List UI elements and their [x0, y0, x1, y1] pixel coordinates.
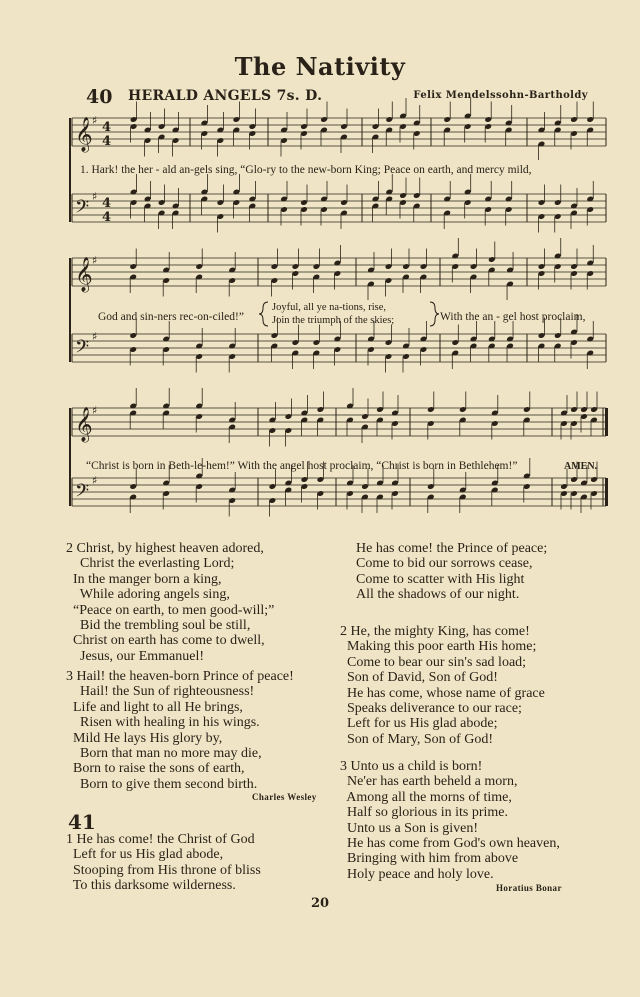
amen-label: AMEN. — [564, 461, 598, 472]
final-barline — [605, 408, 608, 436]
key-signature-sharp: ♯ — [92, 190, 98, 203]
lyric-line-3: “Christ is born in Beth-le-hem!” With the angel host proclaim, “Christ is born in Bethlehem!” — [86, 460, 518, 472]
lyric-line-2a: God and sin-ners rec-on-ciled!” — [98, 311, 244, 323]
hymn-41-verse-3: 3 Unto us a child is born! Ne'er has earth beheld a morn, Among all the morns of time, Half so glorious in its prime. Unto us a Son is given! He has come from God's own heaven, Bringing with him from above Holy peace and holy love. — [340, 759, 560, 882]
tune-name: HERALD ANGELS 7s. D. — [128, 88, 323, 104]
lyric-line-2b: With the an - gel host proclaim, — [440, 311, 586, 323]
clef: 𝄞 — [75, 257, 93, 292]
lyric-brace-right — [430, 302, 439, 326]
page-number: 20 — [310, 896, 330, 911]
time-signature: 4 — [102, 134, 112, 149]
verse-3: 3 Hail! the heaven-born Prince of peace! Hail! the Sun of righteousness! Life and light to all He brings, Risen with healing in his wings. Mild He lays His glory by, Born that man no more may die, Born to raise the sons of earth, Born to give them second birth. — [66, 669, 294, 792]
lyric-line-1: 1. Hark! the her - ald an-gels sing, “Glo-ry to the new-born King; Peace on earth, and mercy mild, — [80, 164, 532, 176]
lyric-brace-left — [259, 302, 268, 326]
hymn-41-number: 41 — [68, 810, 96, 834]
time-signature: 4 — [102, 210, 112, 225]
hymn-41-verse-1: 1 He has come! the Christ of God Left for us His glad abode, Stooping from His throne of bliss To this darksome wilderness. — [66, 832, 261, 894]
composer: Felix Mendelssohn-Bartholdy — [413, 90, 588, 101]
attribution-41: Horatius Bonar — [496, 883, 562, 893]
time-signature: 4 — [102, 120, 112, 135]
clef: 𝄞 — [75, 407, 93, 442]
key-signature-sharp: ♯ — [92, 330, 98, 343]
hymn-41-verse-2: 2 He, the mighty King, has come! Making this poor earth His home; Come to bear our sin's sad load; Son of David, Son of God! He has come, whose name of grace Speaks deliverance to our race; Left for us His glad abode; Son of Mary, Son of God! — [340, 624, 545, 747]
lyric-brace-1: Joyful, all ye na-tions, rise, — [272, 302, 387, 313]
key-signature-sharp: ♯ — [92, 474, 98, 487]
lyric-brace-2: Join the triumph of the skies; — [272, 315, 395, 326]
clef: 𝄢 — [75, 481, 90, 506]
final-barline — [605, 478, 608, 506]
hymn-number: 40 — [86, 86, 113, 108]
key-signature-sharp: ♯ — [92, 404, 98, 417]
page-title: The Nativity — [234, 52, 406, 81]
clef: 𝄢 — [75, 197, 90, 222]
clef: 𝄢 — [75, 337, 90, 362]
key-signature-sharp: ♯ — [92, 114, 98, 127]
attribution-40: Charles Wesley — [252, 792, 317, 802]
key-signature-sharp: ♯ — [92, 254, 98, 267]
clef: 𝄞 — [75, 117, 93, 152]
time-signature: 4 — [102, 196, 112, 211]
verse-2: 2 Christ, by highest heaven adored, Christ the everlasting Lord; In the manger born a king, While adoring angels sing, “Peace on earth, to men good-will;” Bid the trembling soul be still, Christ on earth has come to dwell, Jesus, our Emmanuel! — [66, 541, 275, 664]
hymn-41-verse-1-cont: He has come! the Prince of peace; Come to bid our sorrows cease, Come to scatter with His light All the shadows of our night. — [356, 541, 548, 603]
